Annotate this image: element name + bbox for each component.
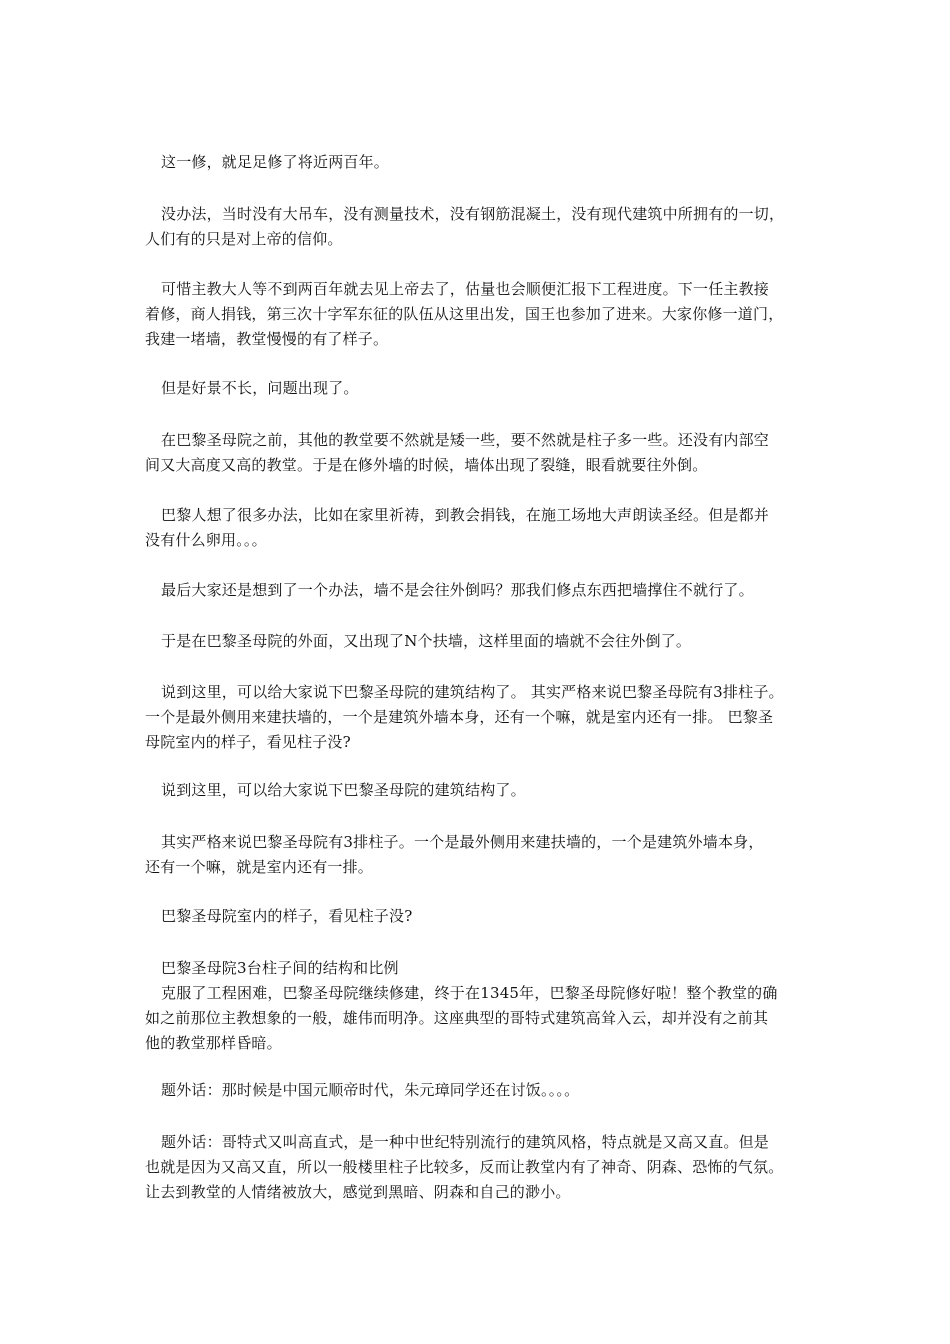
text-line: 可惜主教大人等不到两百年就去见上帝去了，估量也会顺便汇报下工程进度。下一任主教接: [161, 280, 770, 298]
text-line: 没办法，当时没有大吊车，没有测量技术，没有钢筋混凝土，没有现代建筑中所拥有的一切，: [161, 205, 785, 223]
paragraph-13: [145, 956, 825, 1056]
paragraph-4: [145, 376, 825, 401]
text-line: 题外话：那时候是中国元顺帝时代，朱元璋同学还在讨饭。。。。: [161, 1081, 580, 1099]
paragraph-5: [145, 428, 825, 478]
text-line: 一个是最外侧用来建扶墙的，一个是建筑外墙本身，还有一个嘛，就是室内还有一排。 巴黎圣: [145, 708, 774, 726]
text-line: 母院室内的样子，看见柱子没?: [145, 733, 351, 751]
text-line: 最后大家还是想到了一个办法，墙不是会往外倒吗？那我们修点东西把墙撑住不就行了。: [161, 581, 754, 599]
text-line: 克服了工程困难，巴黎圣母院继续修建，终于在1345年，巴黎圣母院修好啦！整个教堂的确: [161, 984, 778, 1002]
text-line: 巴黎圣母院室内的样子，看见柱子没?: [161, 907, 413, 925]
text-line: 题外话：哥特式又叫高直式，是一种中世纪特别流行的建筑风格，特点就是又高又直。但是: [161, 1133, 770, 1151]
paragraph-1: [145, 150, 825, 175]
paragraph-6: [145, 503, 825, 553]
paragraph-3: [145, 277, 825, 352]
text-line: 巴黎人想了很多办法，比如在家里祈祷，到教会捐钱，在施工场地大声朗读圣经。但是都并: [161, 506, 770, 524]
paragraph-7: [145, 578, 825, 603]
text-line: 其实严格来说巴黎圣母院有3排柱子。一个是最外侧用来建扶墙的，一个是建筑外墙本身，: [161, 833, 764, 851]
text-line: 着修，商人捐钱，第三次十字军东征的队伍从这里出发，国王也参加了进来。大家你修一道门，: [145, 305, 784, 323]
paragraph-12: [145, 904, 825, 929]
text-line: 他的教堂那样昏暗。: [145, 1034, 282, 1052]
paragraph-2: [145, 202, 825, 252]
text-line: 还有一个嘛，就是室内还有一排。: [145, 858, 374, 876]
text-line: 说到这里，可以给大家说下巴黎圣母院的建筑结构了。 其实严格来说巴黎圣母院有3排柱子。: [161, 683, 784, 701]
text-line: 巴黎圣母院3台柱子间的结构和比例: [161, 959, 399, 977]
text-line: 于是在巴黎圣母院的外面，又出现了N个扶墙，这样里面的墙就不会往外倒了。: [161, 632, 692, 650]
paragraph-8: [145, 629, 825, 654]
text-line: 在巴黎圣母院之前，其他的教堂要不然就是矮一些，要不然就是柱子多一些。还没有内部空: [161, 431, 770, 449]
paragraph-9: [145, 680, 825, 755]
text-line: 没有什么卵用。。。: [145, 531, 267, 549]
text-line: 这一修，就足足修了将近两百年。: [161, 153, 390, 171]
text-line: 人们有的只是对上帝的信仰。: [145, 230, 343, 248]
paragraph-10: [145, 778, 825, 803]
text-line: 间又大高度又高的教堂。于是在修外墙的时候，墙体出现了裂缝，眼看就要往外倒。: [145, 456, 708, 474]
paragraph-14: [145, 1078, 825, 1103]
paragraph-15: [145, 1130, 825, 1205]
text-line: 说到这里，可以给大家说下巴黎圣母院的建筑结构了。: [161, 781, 526, 799]
text-line: 我建一堵墙，教堂慢慢的有了样子。: [145, 330, 389, 348]
paragraph-11: [145, 830, 825, 880]
text-line: 让去到教堂的人情绪被放大，感觉到黑暗、阴森和自己的渺小。: [145, 1183, 571, 1201]
text-line: 如之前那位主教想象的一般，雄伟而明净。这座典型的哥特式建筑高耸入云，却并没有之前其: [145, 1009, 769, 1027]
text-line: 但是好景不长，问题出现了。: [161, 379, 359, 397]
text-line: 也就是因为又高又直，所以一般楼里柱子比较多，反而让教堂内有了神奇、阴森、恐怖的气氛。: [145, 1158, 784, 1176]
